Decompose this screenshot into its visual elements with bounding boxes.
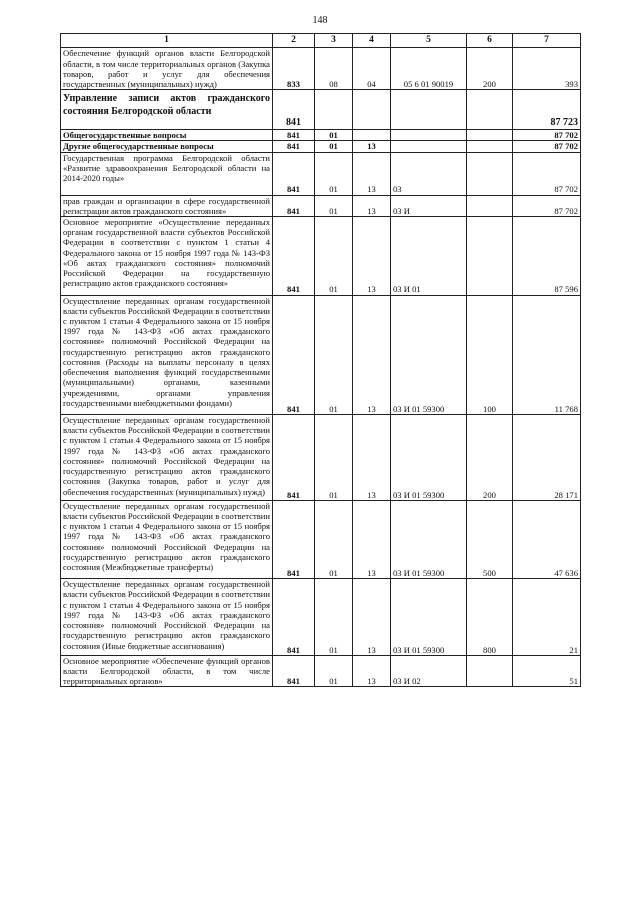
cell-expense-type: 800	[467, 579, 513, 656]
cell-section: 01	[315, 579, 353, 656]
cell-subsection: 13	[353, 655, 391, 687]
cell-section: 01	[315, 141, 353, 152]
cell-expense-type	[467, 655, 513, 687]
cell-amount: 21	[513, 579, 581, 656]
cell-target-item: 03 И 02	[391, 655, 467, 687]
cell-section	[315, 90, 353, 130]
cell-section: 01	[315, 414, 353, 500]
cell-admin-code: 841	[273, 217, 315, 296]
cell-expense-type	[467, 217, 513, 296]
cell-subsection: 13	[353, 195, 391, 216]
cell-expense-type: 500	[467, 500, 513, 579]
cell-admin-code: 841	[273, 90, 315, 130]
header-col-7: 7	[513, 34, 581, 48]
cell-section: 01	[315, 195, 353, 216]
budget-table	[60, 33, 581, 687]
cell-amount: 87 702	[513, 152, 581, 195]
cell-amount: 51	[513, 655, 581, 687]
cell-section: 01	[315, 655, 353, 687]
row-description: Осуществление переданных органам государственной власти субъектов Российской Федерации в соответствии с пунктом 1 статьи 4 Федерального закона от 15 ноября 1997 года № 143-ФЗ «Об актах гражданского состояния» полномочий Российской Федерации на государственную регистрацию актов гражданского состояния (Межбюджетные трансферты)	[61, 500, 273, 579]
cell-amount: 393	[513, 48, 581, 90]
cell-target-item: 03	[391, 152, 467, 195]
row-description: Другие общегосударственные вопросы	[61, 141, 273, 152]
cell-subsection: 04	[353, 48, 391, 90]
cell-admin-code: 841	[273, 295, 315, 414]
cell-section: 01	[315, 295, 353, 414]
table-row	[61, 48, 581, 90]
page-number: 148	[312, 15, 328, 26]
table-row	[61, 500, 581, 579]
cell-target-item: 05 6 01 90019	[391, 48, 467, 90]
header-col-1: 1	[61, 34, 273, 48]
table-row	[61, 152, 581, 195]
cell-target-item: 03 И 01 59300	[391, 500, 467, 579]
cell-admin-code: 841	[273, 195, 315, 216]
row-description: Общегосударственные вопросы	[61, 130, 273, 141]
cell-admin-code: 841	[273, 655, 315, 687]
cell-target-item: 03 И 01 59300	[391, 414, 467, 500]
cell-amount: 11 768	[513, 295, 581, 414]
cell-expense-type	[467, 152, 513, 195]
cell-amount: 87 702	[513, 195, 581, 216]
row-description: Управление записи актов гражданского состояния Белгородской области	[61, 90, 273, 130]
cell-expense-type: 200	[467, 48, 513, 90]
row-description: Осуществление переданных органам государственной власти субъектов Российской Федерации в соответствии с пунктом 1 статьи 4 Федерального закона от 15 ноября 1997 года № 143-ФЗ «Об актах гражданского состояния» полномочий Российской Федерации на государственную регистрацию актов гражданского состояния (Закупка товаров, работ и услуг для обеспечения государственных (муниципальных) нужд)	[61, 414, 273, 500]
table-row	[61, 130, 581, 141]
cell-subsection: 13	[353, 579, 391, 656]
header-col-6: 6	[467, 34, 513, 48]
row-description: Государственная программа Белгородской области «Развитие здравоохранения Белгородской области на 2014-2020 годы»	[61, 152, 273, 195]
table-row	[61, 295, 581, 414]
table-row	[61, 414, 581, 500]
cell-amount: 87 702	[513, 141, 581, 152]
cell-admin-code: 841	[273, 141, 315, 152]
cell-subsection	[353, 90, 391, 130]
cell-subsection: 13	[353, 414, 391, 500]
cell-target-item	[391, 90, 467, 130]
cell-admin-code: 841	[273, 130, 315, 141]
cell-admin-code: 841	[273, 579, 315, 656]
row-description: Осуществление переданных органам государственной власти субъектов Российской Федерации в соответствии с пунктом 1 статьи 4 Федерального закона от 15 ноября 1997 года № 143-ФЗ «Об актах гражданского состояния» полномочий Российской Федерации на государственную регистрацию актов гражданского состояния (Расходы на выплаты персоналу в целях обеспечения выполнения функций государственными (муниципальными) органами, казенными учреждениями, органами управления государственными внебюджетными фондами)	[61, 295, 273, 414]
header-col-4: 4	[353, 34, 391, 48]
cell-admin-code: 841	[273, 414, 315, 500]
table-row	[61, 655, 581, 687]
row-description: Обеспечение функций органов власти Белгородской области, в том числе территориальных органов (Закупка товаров, работ и услуг для обеспечения государственных (муниципальных) нужд)	[61, 48, 273, 90]
cell-subsection: 13	[353, 152, 391, 195]
cell-subsection: 13	[353, 295, 391, 414]
header-col-5: 5	[391, 34, 467, 48]
cell-section: 01	[315, 500, 353, 579]
cell-expense-type	[467, 195, 513, 216]
table-row	[61, 217, 581, 296]
cell-section: 08	[315, 48, 353, 90]
cell-section: 01	[315, 130, 353, 141]
cell-target-item	[391, 130, 467, 141]
cell-amount: 87 596	[513, 217, 581, 296]
header-col-2: 2	[273, 34, 315, 48]
cell-expense-type	[467, 130, 513, 141]
cell-target-item: 03 И 01 59300	[391, 295, 467, 414]
table-row	[61, 90, 581, 130]
cell-expense-type	[467, 141, 513, 152]
row-description: прав граждан и организации в сфере государственной регистрации актов гражданского состояния»	[61, 195, 273, 216]
cell-amount: 28 171	[513, 414, 581, 500]
row-description: Основное мероприятие «Обеспечение функций органов власти Белгородской области, в том числе территориальных органов»	[61, 655, 273, 687]
cell-target-item	[391, 141, 467, 152]
cell-expense-type	[467, 90, 513, 130]
cell-amount: 47 636	[513, 500, 581, 579]
cell-amount: 87 723	[513, 90, 581, 130]
cell-expense-type: 200	[467, 414, 513, 500]
table-row	[61, 579, 581, 656]
cell-subsection	[353, 130, 391, 141]
cell-section: 01	[315, 152, 353, 195]
table-row	[61, 141, 581, 152]
cell-section: 01	[315, 217, 353, 296]
cell-amount: 87 702	[513, 130, 581, 141]
cell-subsection: 13	[353, 217, 391, 296]
row-description: Основное мероприятие «Осуществление переданных органам государственной власти субъектов Российской Федерации в соответствии с пунктом 1 статьи 4 Федерального закона от 15 ноября 1997 года № 143-ФЗ «Об актах гражданского состояния» полномочий Российской Федерации на государственную регистрацию актов гражданского состояния»	[61, 217, 273, 296]
cell-target-item: 03 И 01 59300	[391, 579, 467, 656]
cell-subsection: 13	[353, 141, 391, 152]
header-row	[61, 34, 581, 48]
row-description: Осуществление переданных органам государственной власти субъектов Российской Федерации в соответствии с пунктом 1 статьи 4 Федерального закона от 15 ноября 1997 года № 143-ФЗ «Об актах гражданского состояния» полномочий Российской Федерации на государственную регистрацию актов гражданского состояния (Иные бюджетные ассигнования)	[61, 579, 273, 656]
cell-target-item: 03 И 01	[391, 217, 467, 296]
cell-subsection: 13	[353, 500, 391, 579]
cell-admin-code: 833	[273, 48, 315, 90]
table-row	[61, 195, 581, 216]
cell-admin-code: 841	[273, 500, 315, 579]
header-col-3: 3	[315, 34, 353, 48]
cell-expense-type: 100	[467, 295, 513, 414]
cell-target-item: 03 И	[391, 195, 467, 216]
cell-admin-code: 841	[273, 152, 315, 195]
